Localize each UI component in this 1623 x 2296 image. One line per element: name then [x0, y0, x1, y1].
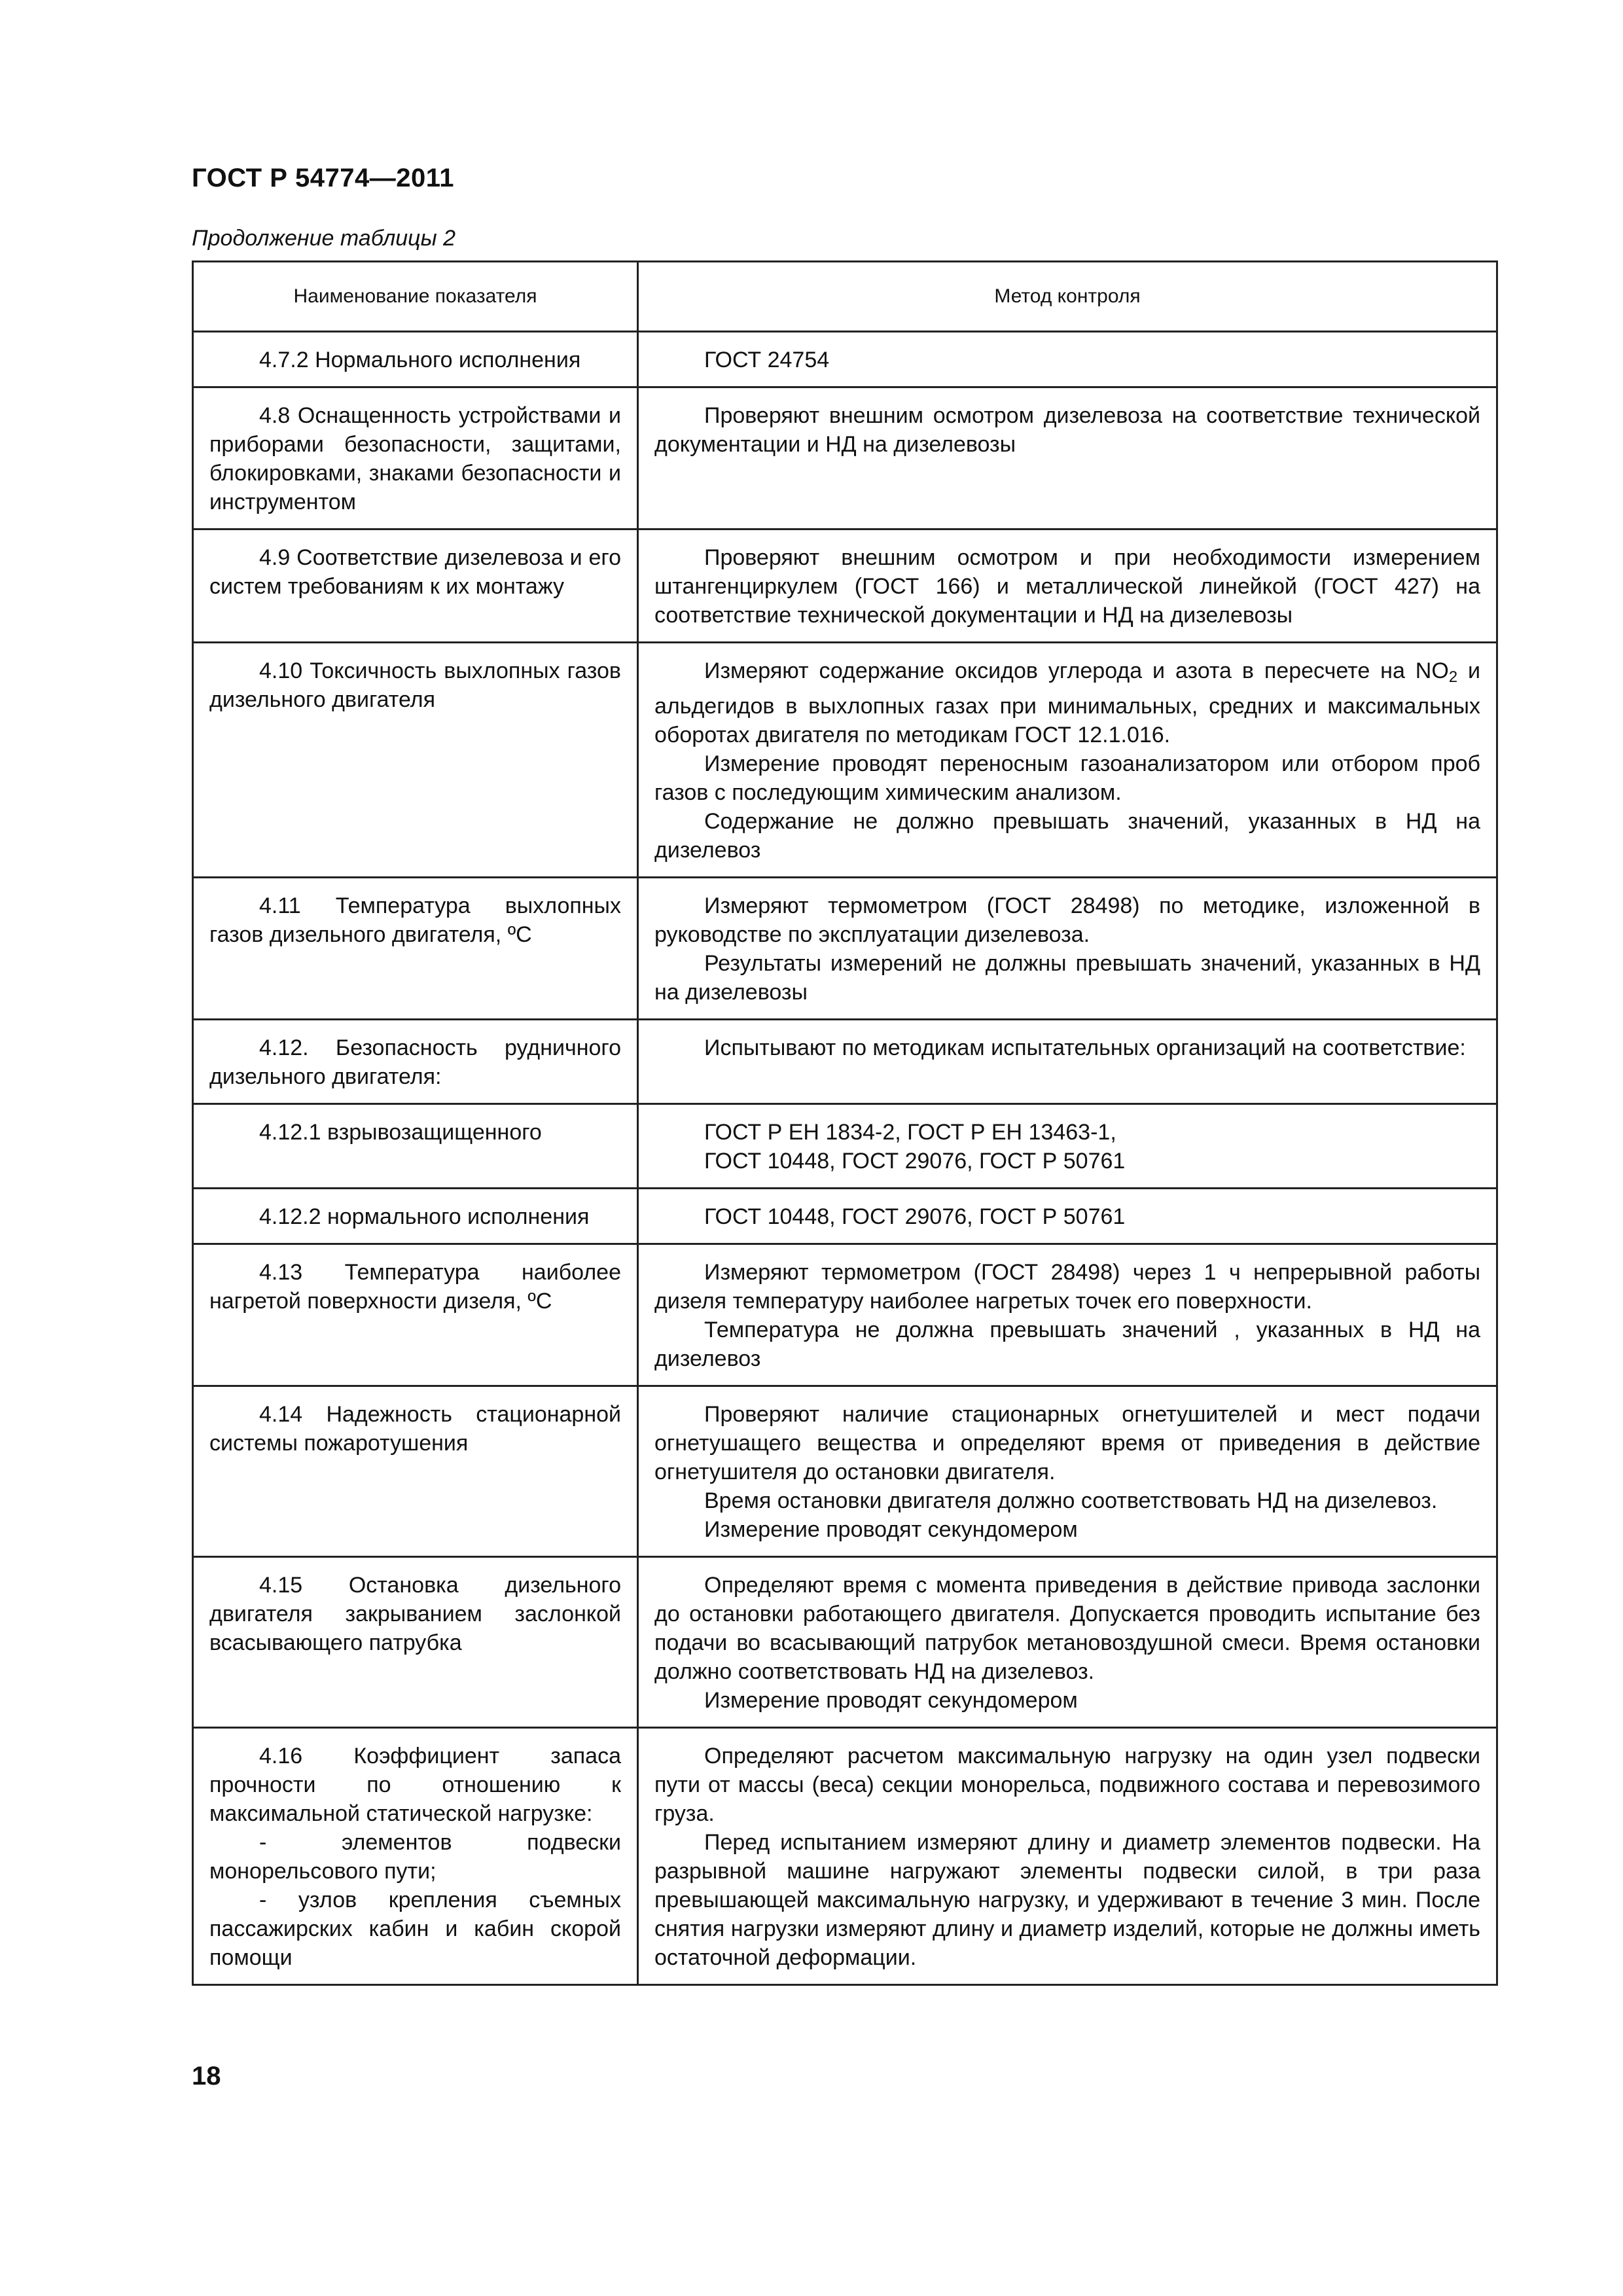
column-header-method: Метод контроля: [638, 262, 1497, 332]
method-text: Измерение проводят секундомером: [704, 1516, 1078, 1542]
method-cell: [638, 1103, 1497, 1188]
method-text: Время остановки двигателя должно соответствовать НД на дизелевоз.: [704, 1488, 1438, 1513]
method-text: Определяют расчетом максимальную нагрузку на один узел подвески пути от массы (веса) секции монорельса, подвижного состава и перевозимого груза.: [654, 1743, 1480, 1826]
indicator-cell: [193, 877, 638, 1019]
method-text: ГОСТ 10448, ГОСТ 29076, ГОСТ Р 50761: [704, 1148, 1126, 1174]
indicator-text: 4.11 Температура выхлопных газов дизельного двигателя, ºС: [209, 893, 621, 947]
method-cell: [638, 1727, 1497, 1984]
indicator-cell: [193, 529, 638, 643]
method-text: Содержание не должно превышать значений, указанных в НД на дизелевоз: [654, 808, 1480, 863]
method-text: Измеряют термометром (ГОСТ 28498) через 1 ч непрерывной работы дизеля температуру наиболее нагретых точек его поверхности.: [654, 1259, 1480, 1314]
indicator-text: 4.16 Коэффициент запаса прочности по отношению к максимальной статической нагрузке:: [209, 1743, 621, 1826]
indicator-text: 4.14 Надежность стационарной системы пожаротушения: [209, 1401, 621, 1456]
table-row: [193, 1019, 1497, 1103]
method-text: Проверяют внешним осмотром дизелевоза на соответствие технической документации и НД на дизелевозы: [654, 403, 1480, 457]
table-row: [193, 1727, 1497, 1984]
method-text: Испытывают по методикам испытательных организаций на соответствие:: [704, 1035, 1466, 1060]
indicator-cell: [193, 1244, 638, 1386]
method-text: Проверяют внешним осмотром и при необходимости измерением штангенциркулем (ГОСТ 166) и металлической линейкой (ГОСТ 427) на соответствие технической документации и НД на дизелевозы: [654, 545, 1480, 628]
method-cell: [638, 387, 1497, 529]
indicator-text: 4.12.1 взрывозащищенного: [259, 1119, 542, 1145]
indicator-text: 4.12. Безопасность рудничного дизельного двигателя:: [209, 1035, 621, 1089]
table-row: [193, 1556, 1497, 1727]
method-text: [654, 656, 1480, 749]
indicator-cell: [193, 1727, 638, 1984]
table-row: [193, 643, 1497, 878]
table-row: [193, 387, 1497, 529]
indicator-list-item: - узлов крепления съемных пассажирских кабин и кабин скорой помощи: [209, 1887, 621, 1970]
indicator-cell: [193, 387, 638, 529]
method-text-part: и альдегидов в выхлопных газах при минимальных, средних и максимальных оборотах двигателя по методикам ГОСТ 12.1.016.: [654, 658, 1480, 747]
table-row: [193, 332, 1497, 387]
method-cell: [638, 1019, 1497, 1103]
method-text: Определяют время с момента приведения в действие привода заслонки до остановки работающего двигателя. Допускается проводить испытание без подачи во всасывающий патрубок метановоздушной смеси. Время остановки должно соответствовать НД на дизелевоз.: [654, 1572, 1480, 1684]
method-text: Результаты измерений не должны превышать значений, указанных в НД на дизелевозы: [654, 950, 1480, 1005]
table-row: [193, 1103, 1497, 1188]
method-text: Перед испытанием измеряют длину и диаметр элементов подвески. На разрывной машине нагружают элементы подвески силой, в три раза превышающей максимальную нагрузку, и удерживают в течение 3 мин. После снятия нагрузки измеряют длину и диаметр изделий, которые не должны иметь остаточной деформации.: [654, 1829, 1480, 1970]
method-cell: [638, 529, 1497, 643]
indicator-cell: [193, 1188, 638, 1244]
method-cell: [638, 1386, 1497, 1556]
indicator-list-item: - элементов подвески монорельсового пути;: [209, 1829, 621, 1884]
indicator-text: 4.15 Остановка дизельного двигателя закрыванием заслонкой всасывающего патрубка: [209, 1572, 621, 1655]
indicator-text: 4.7.2 Нормального исполнения: [259, 348, 581, 372]
indicator-text: 4.8 Оснащенность устройствами и приборами безопасности, защитами, блокировками, знаками безопасности и инструментом: [209, 403, 621, 514]
method-cell: [638, 332, 1497, 387]
subscript: 2: [1448, 668, 1458, 686]
indicator-text: 4.10 Токсичность выхлопных газов дизельного двигателя: [209, 658, 621, 712]
table-row: [193, 529, 1497, 643]
method-text-part: Измеряют содержание оксидов углерода и азота в пересчете на NO: [704, 658, 1449, 683]
table-row: [193, 1188, 1497, 1244]
method-text: Проверяют наличие стационарных огнетушителей и мест подачи огнетушащего вещества и определяют время от приведения в действие огнетушителя до остановки двигателя.: [654, 1401, 1480, 1484]
method-cell: [638, 1244, 1497, 1386]
indicator-cell: [193, 1386, 638, 1556]
method-text: ГОСТ 24754: [704, 348, 830, 372]
method-text: Измерение проводят переносным газоанализатором или отбором проб газов с последующим химическим анализом.: [654, 751, 1480, 805]
indicator-cell: [193, 1019, 638, 1103]
indicator-text: 4.9 Соответствие дизелевоза и его систем требованиям к их монтажу: [209, 545, 621, 599]
page-number: 18: [192, 2062, 221, 2090]
table-continuation-caption: Продолжение таблицы 2: [192, 226, 455, 251]
indicators-table: [192, 260, 1498, 1986]
method-text: Температура не должна превышать значений , указанных в НД на дизелевоз: [654, 1317, 1480, 1371]
indicator-text: 4.13 Температура наиболее нагретой поверхности дизеля, ºС: [209, 1259, 621, 1314]
table-row: [193, 1386, 1497, 1556]
table-header-row: [193, 262, 1497, 332]
method-text: Измеряют термометром (ГОСТ 28498) по методике, изложенной в руководстве по эксплуатации дизелевоза.: [654, 893, 1480, 947]
column-header-indicator: Наименование показателя: [193, 262, 638, 332]
standard-designation: ГОСТ Р 54774—2011: [192, 164, 454, 192]
table-row: [193, 1244, 1497, 1386]
method-cell: [638, 877, 1497, 1019]
indicator-cell: [193, 332, 638, 387]
indicator-cell: [193, 643, 638, 878]
method-text: ГОСТ 10448, ГОСТ 29076, ГОСТ Р 50761: [704, 1204, 1126, 1229]
method-text: ГОСТ Р ЕН 1834-2, ГОСТ Р ЕН 13463-1,: [704, 1119, 1116, 1145]
method-cell: [638, 1188, 1497, 1244]
method-cell: [638, 1556, 1497, 1727]
method-text: Измерение проводят секундомером: [704, 1687, 1078, 1713]
indicator-text: 4.12.2 нормального исполнения: [259, 1204, 590, 1229]
method-cell: [638, 643, 1497, 878]
indicator-cell: [193, 1103, 638, 1188]
table-row: [193, 877, 1497, 1019]
indicator-cell: [193, 1556, 638, 1727]
